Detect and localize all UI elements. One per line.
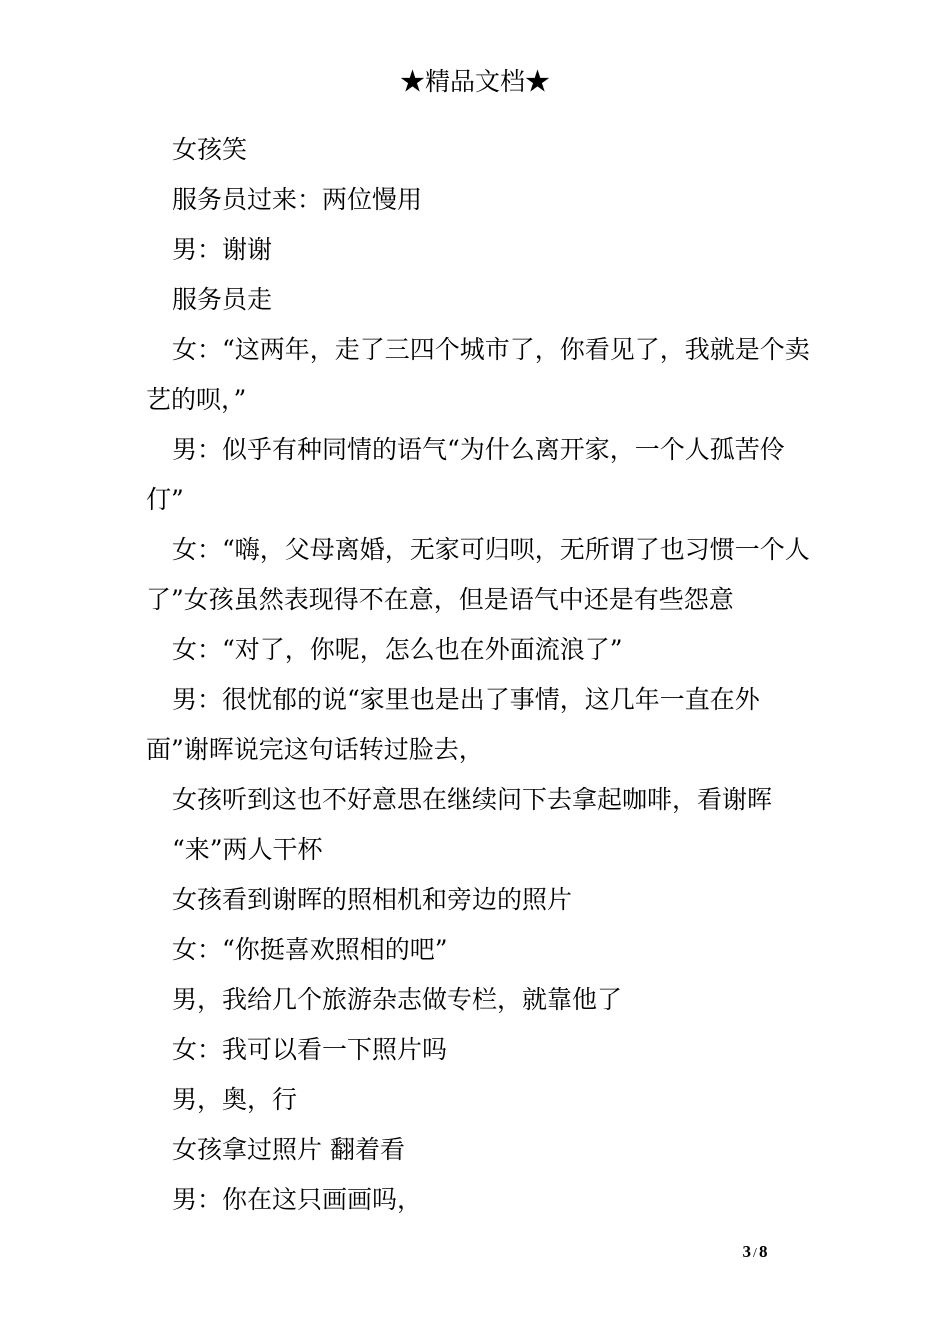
- paragraph: 女孩看到谢晖的照相机和旁边的照片: [172, 885, 573, 914]
- current-page-number: 3: [742, 1242, 752, 1261]
- paragraph: “来”两人干杯: [172, 835, 323, 864]
- page-separator: /: [753, 1246, 757, 1261]
- paragraph: 女孩拿过照片 翻着看: [172, 1135, 405, 1164]
- page-header-title: ★精品文档★: [399, 67, 550, 96]
- paragraph: 服务员过来：两位慢用: [172, 185, 423, 214]
- paragraph: 男，奥，行: [172, 1085, 298, 1114]
- paragraph: 男，我给几个旅游杂志做专栏，就靠他了: [172, 985, 623, 1014]
- paragraph: 女孩听到这也不好意思在继续问下去拿起咖啡，看谢晖: [172, 785, 773, 814]
- document-body: [146, 125, 810, 1225]
- paragraph: 男：谢谢: [172, 235, 273, 264]
- paragraph: 男：你在这只画画吗，: [172, 1185, 423, 1214]
- paragraph: 女：“嗨，父母离婚，无家可归呗，无所谓了也习惯一个人了”女孩虽然表现得不在意，但是语气中还是有些怨意: [146, 535, 810, 614]
- paragraph: 女：“这两年，走了三四个城市了，你看见了，我就是个卖艺的呗，”: [146, 335, 810, 414]
- page-number: [700, 1240, 810, 1266]
- paragraph: 女：“对了，你呢，怎么也在外面流浪了”: [172, 635, 623, 664]
- paragraph: 女：“你挺喜欢照相的吧”: [172, 935, 448, 964]
- paragraph: 女：我可以看一下照片吗: [172, 1035, 448, 1064]
- paragraph: 男：似乎有种同情的语气“为什么离开家，一个人孤苦伶仃”: [146, 435, 785, 514]
- paragraph: 服务员走: [172, 285, 273, 314]
- total-pages-number: 8: [758, 1242, 768, 1261]
- paragraph: 女孩笑: [172, 135, 248, 164]
- paragraph: 男：很忧郁的说“家里也是出了事情，这几年一直在外面”谢晖说完这句话转过脸去，: [146, 685, 760, 764]
